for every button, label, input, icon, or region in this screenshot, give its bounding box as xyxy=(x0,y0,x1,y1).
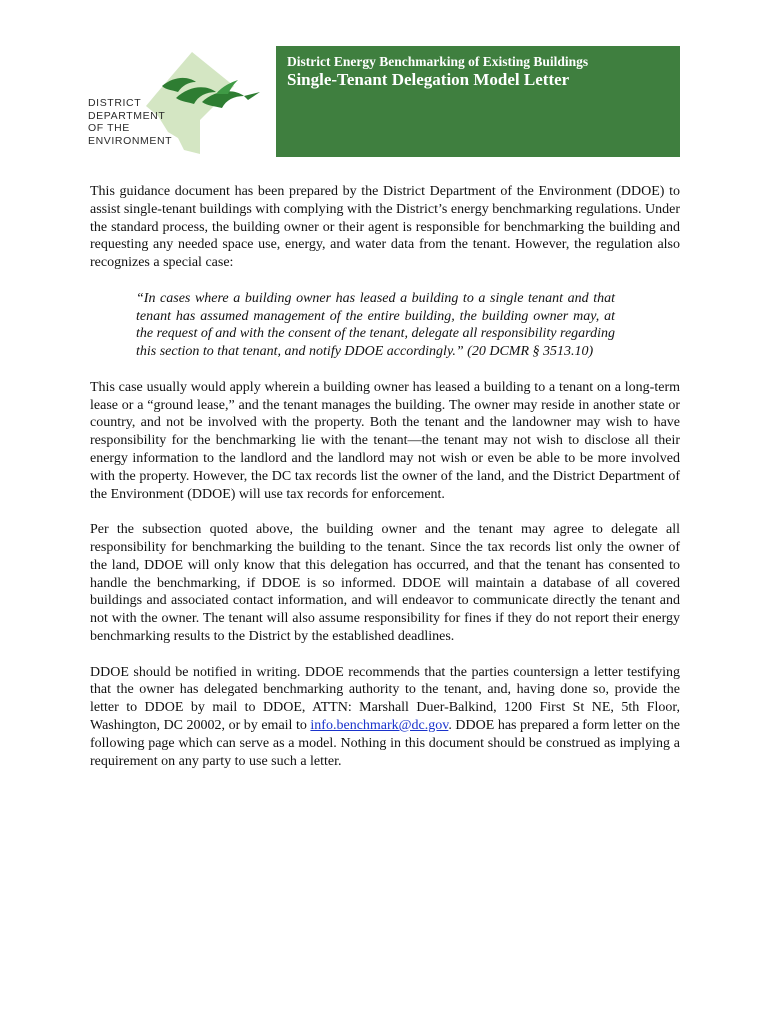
banner-subtitle: District Energy Benchmarking of Existing Buildings xyxy=(287,54,589,69)
logo-wordmark xyxy=(88,97,198,147)
email-link[interactable]: info.benchmark@dc.gov xyxy=(310,717,449,733)
logo-line: OF THE xyxy=(88,122,130,134)
banner-title: Single-Tenant Delegation Model Letter xyxy=(287,70,570,89)
notification-text-end: . DDOE has prepared a form letter on the following page which can serve as a model. Nothing in this document should be construed as implying a requirement on any party to use such a letter. xyxy=(90,717,680,769)
title-banner xyxy=(276,46,680,157)
intro-paragraph: This guidance document has been prepared by the District Department of the Environment (DDOE) to assist single-tenant buildings with complying with the District’s energy benchmarking regulations. Under the standard process, the building owner or their agent is responsible for benchmarking the building and requesting any needed space use, energy, and water data from the tenant. However, the regulation also recognizes a special case: xyxy=(90,184,680,271)
logo-line: DEPARTMENT xyxy=(88,109,166,122)
notification-text: DDOE should be notified in writing. DDOE recommends that the parties countersign a letter testifying that the owner has delegated benchmarking authority to the tenant, and, having done so, provide the letter to DDOE by mail to DDOE, ATTN: Marshall Duer-Balkind, 1200 First St NE, 5th Floor, Washington, DC 20002, or by email to xyxy=(90,664,680,733)
ddoe-logo xyxy=(84,46,274,158)
notification-paragraph xyxy=(90,664,680,771)
document-body xyxy=(90,183,680,788)
logo-line: ENVIRONMENT xyxy=(88,134,173,147)
bird-head-shape xyxy=(244,92,260,100)
logo-line: DISTRICT xyxy=(88,97,142,109)
delegation-paragraph: Per the subsection quoted above, the building owner and the tenant may agree to delegate all responsibility for benchmarking the building to the tenant. Since the tax records list only the owner of the land, DDOE will only know that this delegation has occurred, and that the tenant has consented to handle the benchmarking, if DDOE is so informed. DDOE will maintain a database of all covered buildings and associated contact information, and will endeavor to communicate directly the tenant and not with the owner. The tenant will also assume responsibility for fines if they do not report their energy benchmarking results to the District by the established deadlines. xyxy=(90,522,680,644)
case-paragraph: This case usually would apply wherein a building owner has leased a building to a tenant on a long-term lease or a “ground lease,” and the tenant manages the building. The owner may reside in another state or country, and not be involved with the property. Both the tenant and the landowner may wish to have responsibility for the benchmarking lie with the tenant—the tenant may not wish to disclose all their energy information to the landlord and the landlord may not wish or even be able to be more involved with the property. However, the DC tax records list the owner of the land, and the District Department of the Environment (DDOE) will use tax records for enforcement. xyxy=(90,379,680,502)
regulation-quote: “In cases where a building owner has leased a building to a single tenant and that tenant has assumed management of the entire building, the building owner may, at the request of and with the consent of the tenant, delegate all responsibility regarding this section to that tenant, and notify DDOE accordingly.” (20 DCMR § 3513.10) xyxy=(136,290,615,360)
